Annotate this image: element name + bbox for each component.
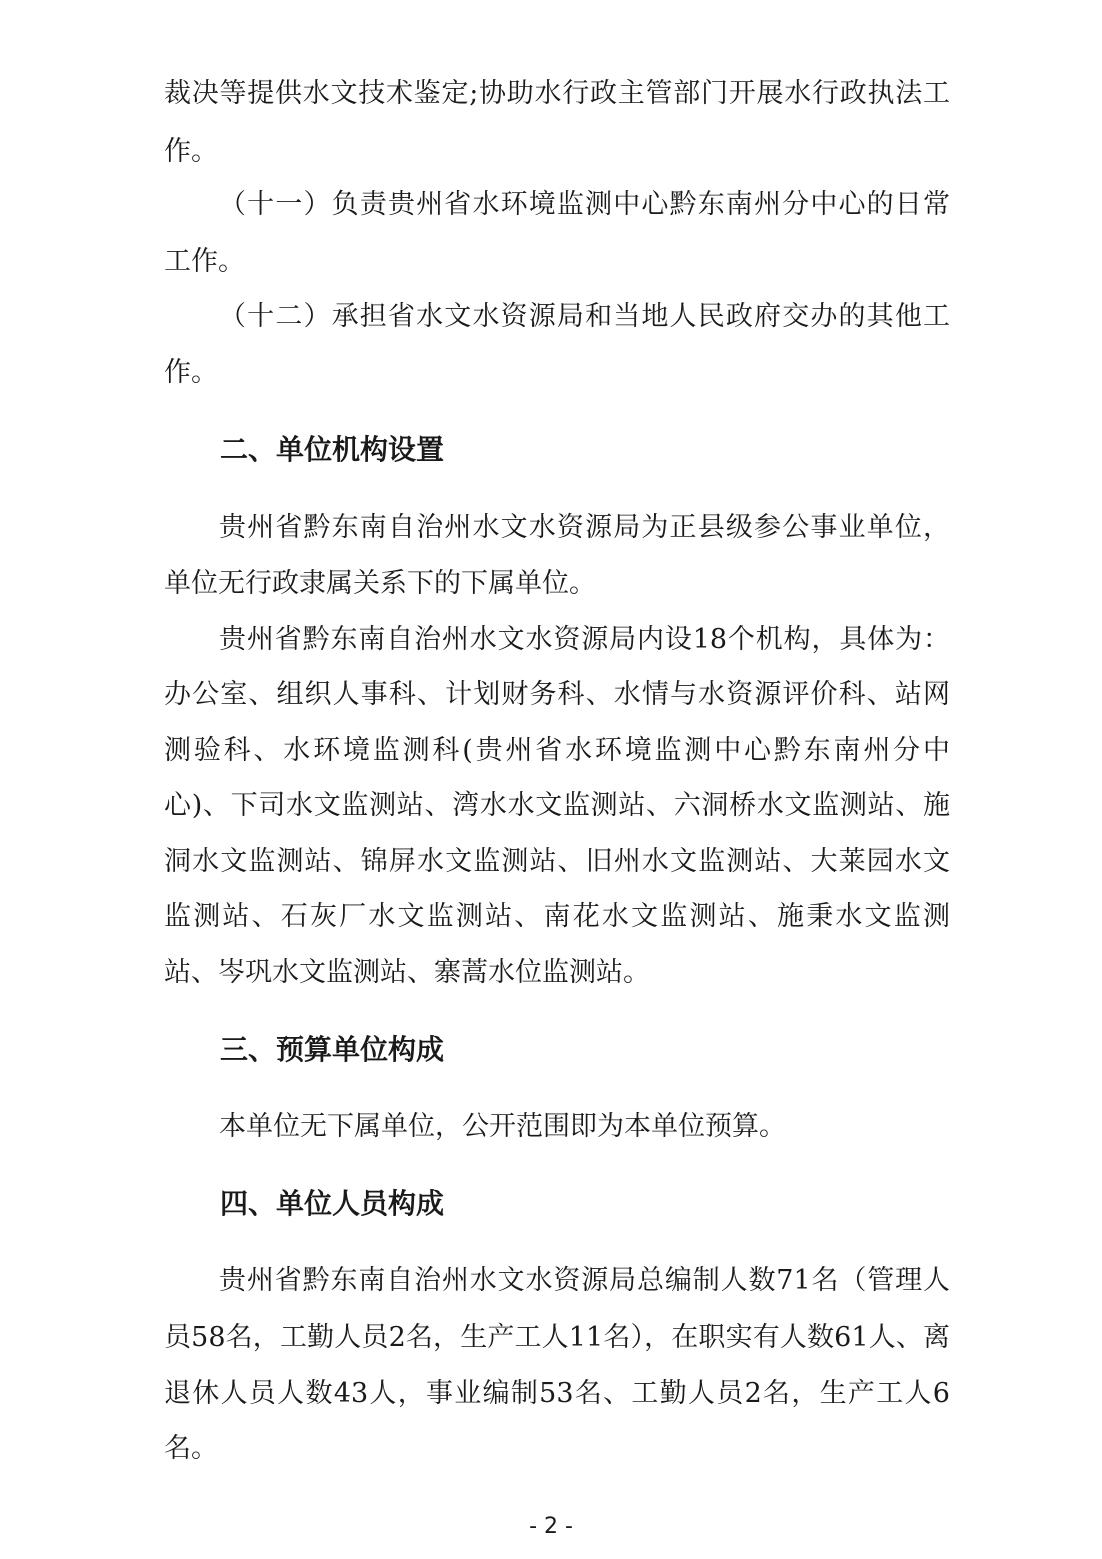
paragraph-line: 退休人员人数43人，事业编制53名、工勤人员2名，生产工人6: [164, 1378, 950, 1409]
paragraph-line: 单位无行政隶属关系下的下属单位。: [164, 568, 596, 599]
list-item-12-line: （十二）承担省水文水资源局和当地人民政府交办的其他工: [219, 301, 950, 332]
list-item-11-line: 工作。: [164, 246, 245, 277]
paragraph-line: 洞水文监测站、锦屏水文监测站、旧州水文监测站、大莱园水文: [164, 846, 950, 877]
paragraph-line: 贵州省黔东南自治州水文水资源局为正县级参公事业单位，: [219, 512, 950, 543]
paragraph-line: 贵州省黔东南自治州水文水资源局内设18个机构，具体为：: [219, 624, 950, 655]
section-heading-budget: 三、预算单位构成: [220, 1033, 445, 1066]
section-heading-personnel: 四、单位人员构成: [220, 1187, 445, 1220]
section-heading-structure: 二、单位机构设置: [220, 433, 445, 466]
paragraph-line: 员58名，工勤人员2名，生产工人11名），在职实有人数61人、离: [164, 1322, 950, 1353]
paragraph-line: 裁决等提供水文技术鉴定;协助水行政主管部门开展水行政执法工: [164, 78, 950, 109]
list-item-11-line: （十一）负责贵州省水环境监测中心黔东南州分中心的日常: [219, 189, 950, 220]
paragraph-line: 本单位无下属单位，公开范围即为本单位预算。: [219, 1111, 786, 1142]
paragraph-line: 作。: [164, 136, 218, 167]
paragraph-line: 贵州省黔东南自治州水文水资源局总编制人数71名（管理人: [219, 1265, 950, 1296]
paragraph-line: 测验科、水环境监测科(贵州省水环境监测中心黔东南州分中: [164, 735, 950, 766]
paragraph-line: 心)、下司水文监测站、湾水水文监测站、六洞桥水文监测站、施: [164, 790, 950, 821]
paragraph-line: 站、岑巩水文监测站、寨蒿水位监测站。: [164, 957, 650, 988]
paragraph-line: 监测站、石灰厂水文监测站、南花水文监测站、施秉水文监测: [164, 901, 950, 932]
list-item-12-line: 作。: [164, 357, 218, 388]
paragraph-line: 办公室、组织人事科、计划财务科、水情与水资源评价科、站网: [164, 679, 950, 710]
page-number: - 2 -: [529, 1514, 573, 1539]
paragraph-line: 名。: [164, 1433, 218, 1464]
